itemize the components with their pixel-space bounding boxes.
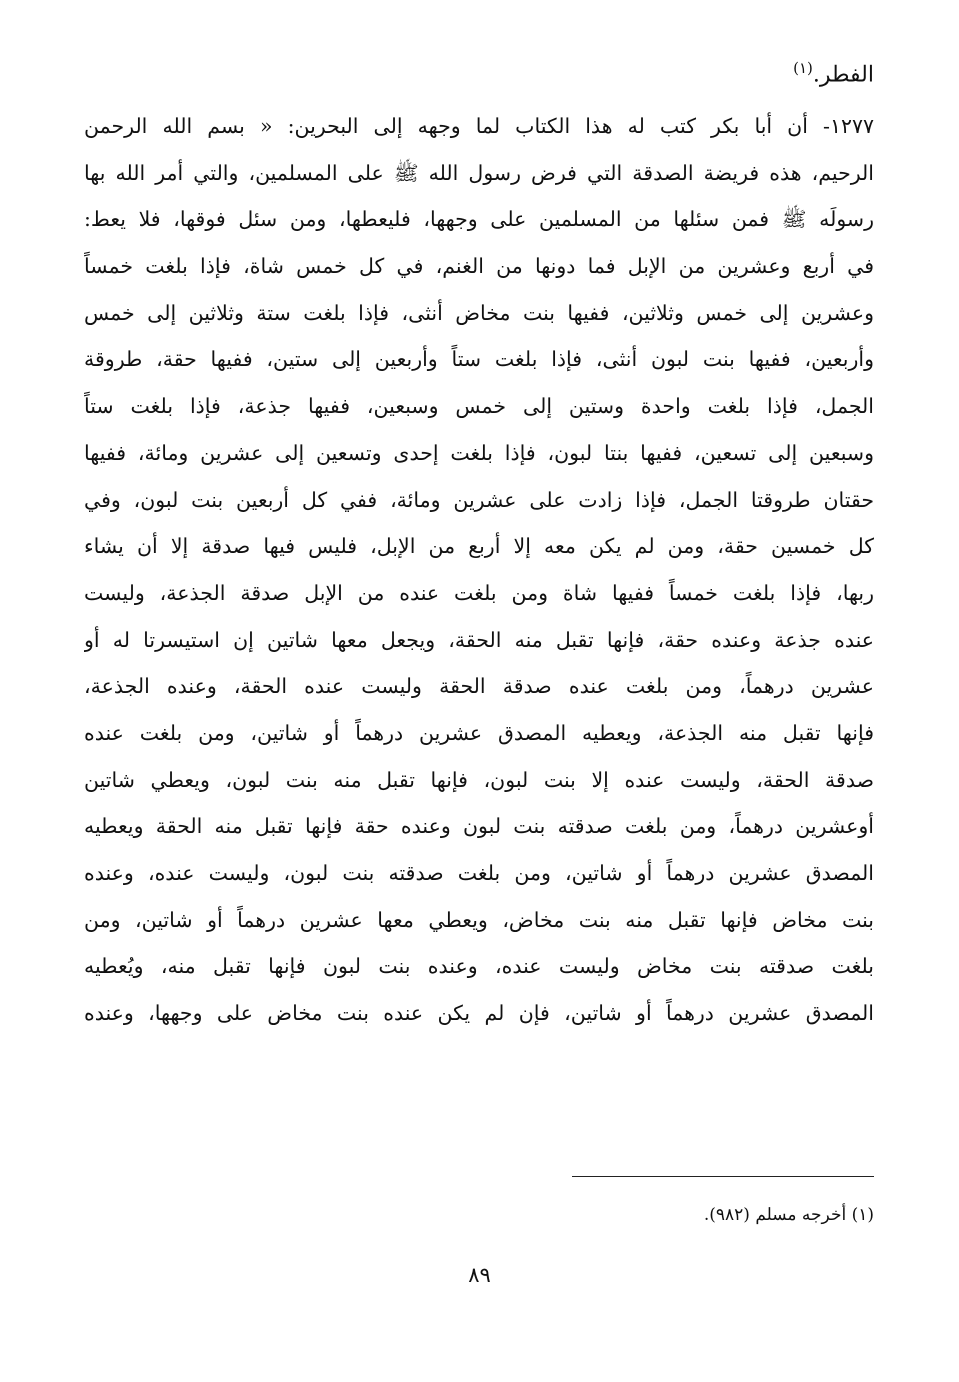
text-line: الجمل، فإذا بلغت واحدة وستين إلى خمس وسبعين، ففيها جذعة، فإذا بلغت ستاً xyxy=(84,394,874,419)
text-line: وعشرين إلى خمس وثلاثين، ففيها بنت مخاض أنثى، فإذا بلغت ستة وثلاثين إلى خمس xyxy=(84,300,874,325)
text-line: حقتان طروقتا الجمل، فإذا زادت على عشرين ومائة، ففي كل أربعين بنت لبون، وفي xyxy=(84,487,874,512)
text-line: الرحيم، هذه فريضة الصدقة التي فرض رسول الله ﷺ على المسلمين، والتي أمر الله بها xyxy=(84,160,874,185)
footnote-reference-marker: (١) xyxy=(793,59,813,77)
text-line: ١٢٧٧- أن أبا بكر كتب له هذا الكتاب لما وجهه إلى البحرين: « بسم الله الرحمن xyxy=(84,114,874,138)
text-line: وأربعين، ففيها بنت لبون أنثى، فإذا بلغت ستاً وأربعين إلى ستين، ففيها حقة، طروقة xyxy=(84,347,874,372)
continued-text-line xyxy=(793,48,874,95)
text-line: المصدق عشرين درهماً أو شاتين، فإن لم يكن عنده بنت مخاض على وجهها، وعنده xyxy=(84,1001,874,1026)
text-line: المصدق عشرين درهماً أو شاتين، ومن بلغت صدقته بنت لبون، وليست عنده، وعنده xyxy=(84,861,874,885)
text-line: صدقة الحقة، وليست عنده إلا بنت لبون، فإنها تقبل منه بنت لبون، ويعطي شاتين xyxy=(84,767,874,792)
text-line: عنده جذعة وعنده حقة، فإنها تقبل منه الحقة، ويجعل معها شاتين إن استيسرتا له أو xyxy=(84,627,874,652)
hadith-paragraph xyxy=(84,103,874,1037)
page-number: ٨٩ xyxy=(468,1263,491,1287)
text-line: رسولَه ﷺ فمن سئلها من المسلمين على وجهها، فليعطها، ومن سئل فوقها، فلا يعط: xyxy=(84,207,874,232)
text-line: كل خمسين حقة، ومن لم يكن معه إلا أربع من الإبل، فليس فيها صدقة إلا أن يشاء xyxy=(84,534,874,559)
continued-text: الفطر. xyxy=(812,62,874,88)
text-line: أوعشرين درهماً، ومن بلغت صدقته بنت لبون وعنده حقة فإنها تقبل منه الحقة ويعطيه xyxy=(84,814,874,839)
text-line: في أربع وعشرين من الإبل فما دونها من الغنم، في كل خمس شاة، فإذا بلغت خمساً xyxy=(84,254,874,279)
footnote-separator xyxy=(572,1176,874,1177)
text-line: عشرين درهماً، ومن بلغت عنده صدقة الحقة وليست عنده الحقة، وعنده الجذعة، xyxy=(84,674,874,699)
text-line: ربها، فإذا بلغت خمساً ففيها شاة ومن بلغت عنده من الإبل صدقة الجذعة، وليست xyxy=(84,580,874,605)
text-line: بلغت صدقته بنت مخاض وليست عنده، وعنده بنت لبون فإنها تقبل منه، ويُعطيه xyxy=(84,954,874,979)
text-line: بنت مخاض فإنها تقبل منه بنت مخاض، ويعطي معها عشرين درهماً أو شاتين، ومن xyxy=(84,907,874,932)
text-line: وسبعين إلى تسعين، ففيها بنتا لبون، فإذا بلغت إحدى وتسعين إلى عشرين ومائة، ففيها xyxy=(84,440,874,465)
footnote: (١) أخرجه مسلم (٩٨٢). xyxy=(703,1205,874,1225)
text-line: فإنها تقبل منه الجذعة، ويعطيه المصدق عشرين درهماً أو شاتين، ومن بلغت عنده xyxy=(84,720,874,745)
